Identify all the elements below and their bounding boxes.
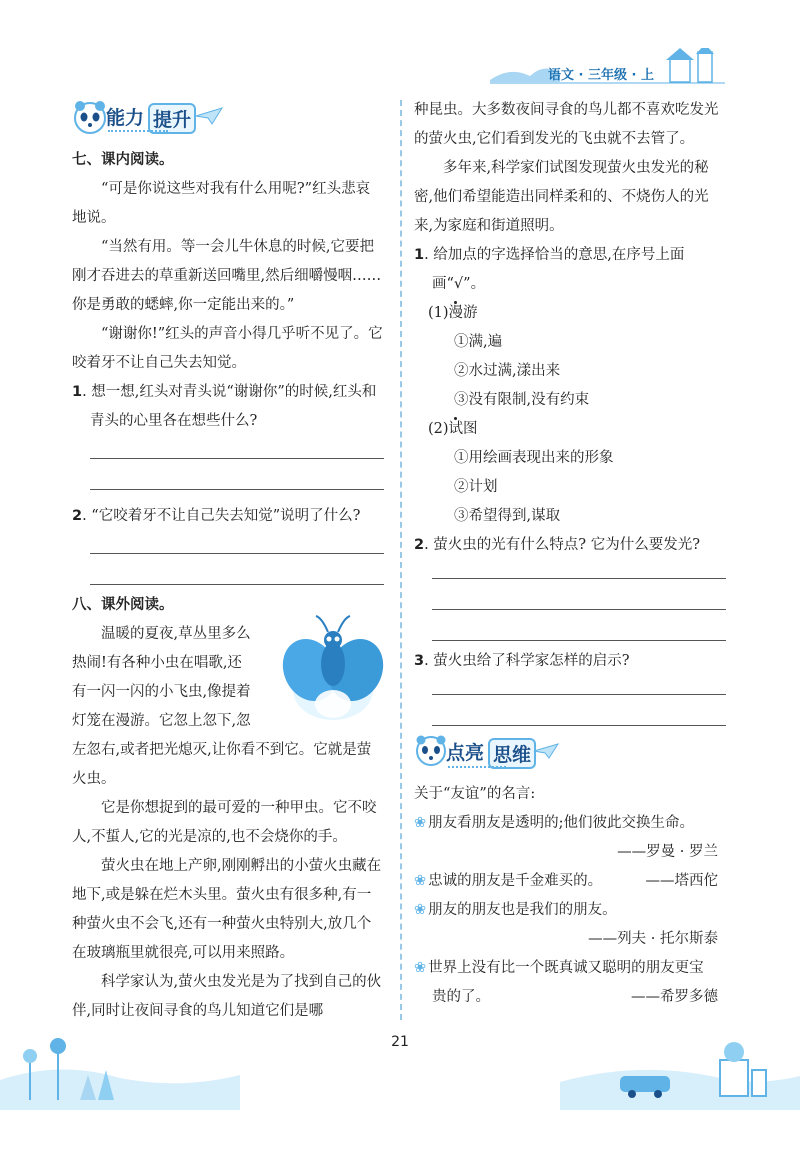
option-item[interactable]: ③希望得到,谋取 — [454, 508, 561, 524]
paper-plane-icon — [194, 106, 224, 126]
section8-intro-line: 有一闪一闪的小飞虫,像提着 — [72, 684, 251, 700]
option-item[interactable]: ①用绘画表现出来的形象 — [454, 450, 614, 466]
section7-paragraph: “谢谢你!”红头的声音小得几乎听不见了。它咬着牙不让自己失去知觉。 — [72, 326, 383, 371]
section7-question-1: 1. 想一想,红头对青头说“谢谢你”的时候,红头和青头的心里各在想些什么? — [72, 384, 377, 429]
section8-question-1: 1. 给加点的字选择恰当的意思,在序号上面画“√”。 — [414, 247, 685, 292]
flower-icon: ❀ — [414, 960, 427, 976]
section8-intro-line: 热闹!有各种小虫在唱歌,还 — [72, 655, 242, 671]
answer-line[interactable] — [432, 725, 726, 726]
section7-paragraph: “当然有用。等一会儿牛休息的时候,它要把刚才吞进去的草重新送回嘴里,然后细嚼慢咽……你是勇敢的蟋蟀,你一定能出来的。” — [72, 239, 382, 313]
flower-icon: ❀ — [414, 815, 427, 831]
sub-question-1: (1)漫游 — [428, 305, 478, 321]
section8-intro-line: 灯笼在漫游。它忽上忽下,忽 — [72, 713, 251, 729]
section8-paragraph: 科学家认为,萤火虫发光是为了找到自己的伙伴,同时让夜间寻食的鸟儿知道它们是哪 — [72, 974, 382, 1019]
footer-decoration — [0, 1020, 800, 1110]
section8-paragraph: 它是你想捉到的最可爱的一种甲虫。它不咬人,不蜇人,它的光是凉的,也不会烧你的手。 — [72, 800, 377, 845]
header-subject: 语文 · 三年级 · 上 — [548, 68, 654, 83]
quote-author: ——列夫 · 托尔斯泰 — [588, 931, 718, 947]
section-badge-ability — [72, 98, 222, 142]
option-item[interactable]: ①满,遍 — [454, 334, 503, 350]
section8-question-2: 2. 萤火虫的光有什么特点? 它为什么要发光? — [414, 537, 700, 553]
section7-paragraph: “可是你说这些对我有什么用呢?”红头悲哀地说。 — [72, 181, 371, 226]
option-item[interactable]: ③没有限制,没有约束 — [454, 392, 590, 408]
answer-line[interactable] — [432, 578, 726, 579]
quote-item: ❀ 朋友看朋友是透明的;他们彼此交换生命。 — [414, 815, 695, 831]
section8-question-3: 3. 萤火虫给了科学家怎样的启示? — [414, 653, 630, 669]
firefly-illustration — [278, 612, 388, 732]
section-badge-thinking — [414, 730, 726, 776]
left-column — [72, 146, 384, 1026]
section7-question-2: 2. “它咬着牙不让自己失去知觉”说明了什么? — [72, 508, 361, 524]
section7-heading: 七、课内阅读。 — [72, 152, 174, 168]
panda-icon — [72, 100, 108, 136]
option-item[interactable]: ②计划 — [454, 479, 498, 495]
section8-intro-line: 温暖的夏夜,草丛里多么 — [101, 626, 251, 642]
answer-line[interactable] — [432, 694, 726, 695]
answer-line[interactable] — [90, 489, 384, 490]
quote-item: ❀ 朋友的朋友也是我们的朋友。 — [414, 902, 617, 918]
answer-line[interactable] — [432, 609, 726, 610]
column-divider — [400, 100, 402, 1020]
quote-item: ❀ 忠诚的朋友是千金难买的。 ——塔西佗 — [414, 867, 726, 896]
sub-question-2: (2)试图 — [428, 421, 478, 437]
quote-author: ——罗曼 · 罗兰 — [617, 844, 718, 860]
badge-title-plain: 点亮 — [446, 742, 485, 764]
answer-line[interactable] — [432, 640, 726, 641]
quote-author: ——希罗多德 — [631, 989, 718, 1005]
badge-title-box: 思维 — [488, 738, 536, 769]
page-number: 21 — [391, 1034, 409, 1050]
right-column — [414, 96, 726, 1012]
section8-paragraph: 多年来,科学家们试图发现萤火虫发光的秘密,他们希望能造出同样柔和的、不烧伤人的光来,为家庭和街道照明。 — [414, 160, 709, 234]
house-icon — [670, 58, 690, 82]
flower-icon: ❀ — [414, 873, 427, 889]
quote-item-cont: 贵的了。 ——希罗多德 — [414, 983, 726, 1012]
section8-paragraph: 萤火虫在地上产卵,刚刚孵出的小萤火虫藏在地下,或是躲在烂木头里。萤火虫有很多种,有一种萤火虫不会飞,还有一种萤火虫特别大,放几个在玻璃瓶里就很亮,可以用来照路。 — [72, 858, 382, 961]
quote-item: ❀ 世界上没有比一个既真诚又聪明的朋友更宝 — [414, 960, 704, 976]
paper-plane-icon — [532, 742, 560, 760]
answer-line[interactable] — [90, 553, 384, 554]
flower-icon: ❀ — [414, 902, 427, 918]
quote-author: ——塔西佗 — [645, 873, 718, 889]
answer-line[interactable] — [90, 584, 384, 585]
badge-title-box: 提升 — [148, 103, 196, 134]
badge-title-plain: 能力 — [106, 107, 145, 129]
panda-icon — [414, 734, 448, 768]
quotes-intro: 关于“友谊”的名言: — [414, 786, 536, 802]
tower-icon — [698, 52, 712, 82]
option-item[interactable]: ②水过满,漾出来 — [454, 363, 561, 379]
section8-paragraph-cont: 种昆虫。大多数夜间寻食的鸟儿都不喜欢吃发光的萤火虫,它们看到发光的飞虫就不去管了。 — [414, 102, 719, 147]
house-icon — [720, 1042, 766, 1096]
section8-heading: 八、课外阅读。 — [72, 597, 174, 613]
answer-line[interactable] — [90, 458, 384, 459]
section8-intro-cont: 左忽右,或者把光熄灭,让你看不到它。它就是萤火虫。 — [72, 742, 372, 787]
